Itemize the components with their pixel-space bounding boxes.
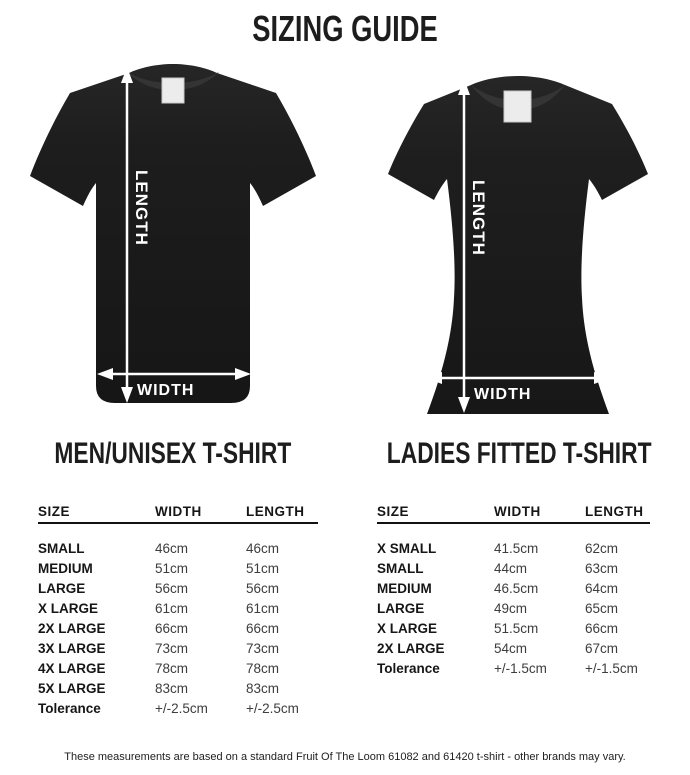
ladies-section-heading [345,437,690,471]
page-title [0,8,690,50]
width-cell: 78cm [155,660,189,676]
mens-tshirt-body [30,64,316,403]
table-row [377,578,650,598]
page-title-text: SIZING GUIDE [252,8,438,49]
length-cell: 61cm [246,600,280,616]
tolerance-row [38,698,318,718]
size-cell: 2X LARGE [38,620,106,636]
width-cell: 56cm [155,580,189,596]
width-cell: 46.5cm [494,580,539,596]
size-cell: X SMALL [377,540,437,556]
size-cell: X LARGE [377,620,438,636]
header-divider [377,522,650,524]
table-row [377,618,650,638]
width-cell: 51cm [155,560,189,576]
length-cell: 67cm [585,640,619,656]
mens-neck-tag [162,78,184,103]
length-cell: 46cm [246,540,280,556]
column-header-size: SIZE [38,503,71,519]
length-cell: 78cm [246,660,280,676]
ladies-shirt-column [345,56,690,438]
size-cell: 4X LARGE [38,660,106,676]
size-cell: SMALL [377,560,424,576]
width-cell: 51.5cm [494,620,539,636]
table-row [377,598,650,618]
size-cell: X LARGE [38,600,99,616]
width-cell: 41.5cm [494,540,539,556]
length-cell: 62cm [585,540,619,556]
ladies-section-heading-text: LADIES FITTED T-SHIRT [386,437,652,470]
size-cell: 2X LARGE [377,640,445,656]
width-cell: 46cm [155,540,189,556]
length-cell: 73cm [246,640,280,656]
length-cell: 83cm [246,680,280,696]
footer-note: These measurements are based on a standard Fruit Of The Loom 61082 and 61420 t-shirt - other brands may vary. [64,751,626,763]
mens-shirt-column [0,56,345,438]
table-row [38,678,318,698]
mens-section-heading [0,437,345,471]
ladies-tshirt-image [368,66,668,438]
shirt-diagrams [0,56,690,438]
size-cell: MEDIUM [377,580,432,596]
width-cell: 54cm [494,640,528,656]
width-cell: +/-1.5cm [494,660,547,676]
table-row [377,538,650,558]
ladies-table-body [377,538,650,678]
size-cell: Tolerance [377,660,440,676]
mens-length-label: LENGTH [131,170,151,246]
length-cell: 63cm [585,560,619,576]
width-cell: 44cm [494,560,528,576]
section-headings [0,437,690,471]
column-header-width: WIDTH [155,503,202,519]
ladies-length-label: LENGTH [468,180,488,256]
column-header-length: LENGTH [246,503,305,519]
ladies-size-table [377,500,650,678]
width-cell: 61cm [155,600,189,616]
size-cell: 3X LARGE [38,640,106,656]
length-cell: +/-1.5cm [585,660,638,676]
length-cell: 51cm [246,560,280,576]
length-cell: 66cm [246,620,280,636]
size-cell: LARGE [38,580,86,596]
mens-section-heading-text: MEN/UNISEX T-SHIRT [54,437,291,470]
ladies-tshirt-body [388,76,648,414]
mens-table-body [38,538,318,718]
length-cell: 65cm [585,600,619,616]
ladies-width-label: WIDTH [473,386,531,403]
length-cell: 56cm [246,580,280,596]
table-row [38,578,318,598]
length-cell: +/-2.5cm [246,700,299,716]
width-cell: 83cm [155,680,189,696]
size-cell: Tolerance [38,700,101,716]
table-row [377,558,650,578]
tolerance-row [377,658,650,678]
width-cell: 49cm [494,600,528,616]
table-row [38,558,318,578]
width-cell: 66cm [155,620,189,636]
column-header-width: WIDTH [494,503,541,519]
size-cell: 5X LARGE [38,680,106,696]
table-row [377,638,650,658]
mens-table-header [38,500,318,522]
ladies-neck-tag [504,91,531,122]
table-row [38,598,318,618]
ladies-table-header [377,500,650,522]
table-row [38,618,318,638]
header-divider [38,522,318,524]
column-header-size: SIZE [377,503,410,519]
size-cell: LARGE [377,600,425,616]
column-header-length: LENGTH [585,503,644,519]
table-row [38,538,318,558]
length-cell: 66cm [585,620,619,636]
width-cell: 73cm [155,640,189,656]
length-cell: 64cm [585,580,619,596]
mens-tshirt-image [23,56,323,428]
table-row [38,638,318,658]
size-cell: MEDIUM [38,560,93,576]
size-cell: SMALL [38,540,85,556]
table-row [38,658,318,678]
mens-size-table [38,500,318,718]
mens-width-label: WIDTH [136,382,194,399]
width-cell: +/-2.5cm [155,700,208,716]
